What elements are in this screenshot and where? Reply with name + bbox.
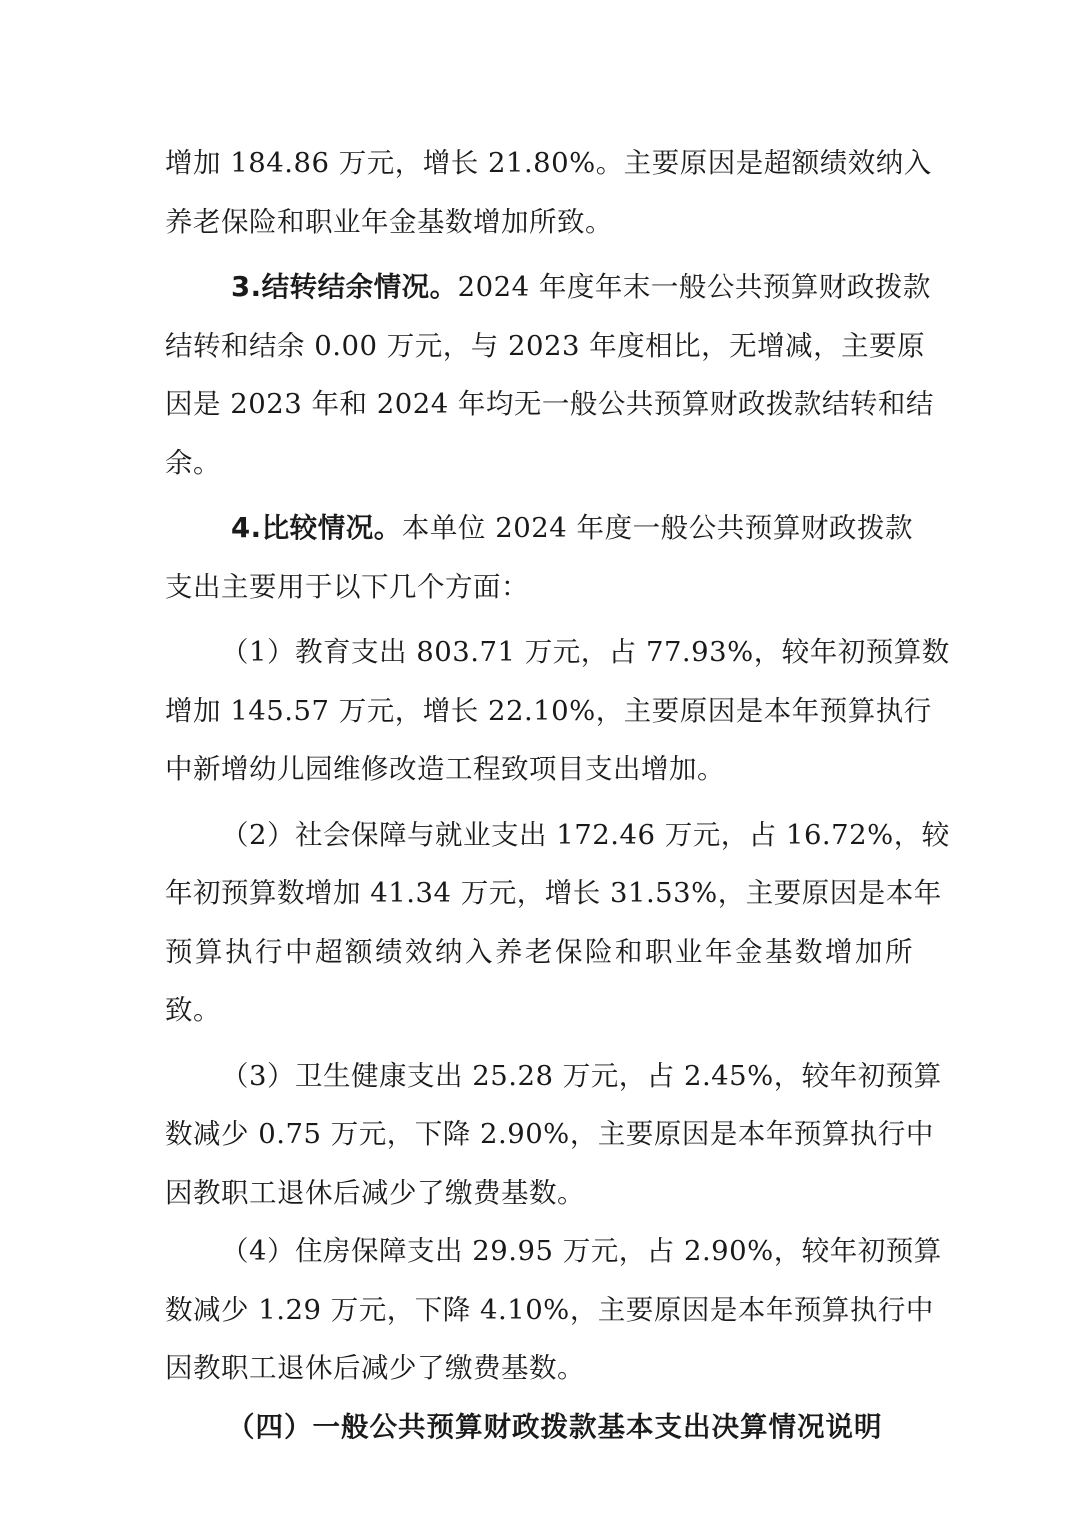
- text-line: 余。: [165, 446, 221, 479]
- text-line: 致。: [165, 994, 221, 1026]
- text-line: 数减少 1.29 万元，下降 4.10%，主要原因是本年预算执行中: [165, 1293, 934, 1326]
- text-span: 本单位 2024 年度一般公共预算财政拨款: [401, 512, 913, 544]
- text-line: （4）住房保障支出 29.95 万元，占 2.90%，较年初预算: [221, 1235, 942, 1267]
- text-line: （2）社会保障与就业支出 172.46 万元，占 16.72%，较: [221, 818, 950, 851]
- text-line: 数减少 0.75 万元，下降 2.90%，主要原因是本年预算执行中: [165, 1118, 934, 1150]
- text-span: 2024 年度年末一般公共预算财政拨款: [457, 271, 931, 303]
- text-line: 因教职工退休后减少了缴费基数。: [165, 1352, 585, 1384]
- text-line: 支出主要用于以下几个方面：: [165, 570, 529, 603]
- text-line: 结转和结余 0.00 万元，与 2023 年度相比，无增减，主要原: [165, 329, 926, 362]
- paragraph-comparison: [165, 499, 913, 616]
- section-title-carryover: 3.结转结余情况。: [231, 271, 458, 303]
- text-line: 中新增幼儿园维修改造工程致项目支出增加。: [165, 753, 725, 785]
- text-line: 年初预算数增加 41.34 万元，增长 31.53%，主要原因是本年: [165, 877, 942, 909]
- section-title-comparison: 4.比较情况。: [231, 512, 402, 544]
- text-line: （1）教育支出 803.71 万元，占 77.93%，较年初预算数: [221, 636, 950, 668]
- paragraph-1: [165, 134, 932, 251]
- text-line: （3）卫生健康支出 25.28 万元，占 2.45%，较年初预算: [221, 1059, 942, 1092]
- text-line: 因教职工退休后减少了缴费基数。: [165, 1176, 585, 1209]
- text-line: [165, 258, 931, 317]
- text-line: 养老保险和职业年金基数增加所致。: [165, 205, 613, 238]
- text-line: 增加 184.86 万元，增长 21.80%。主要原因是超额绩效纳入: [165, 147, 932, 179]
- paragraph-education: [165, 623, 950, 799]
- paragraph-social-security: [165, 806, 950, 1040]
- text-line: [165, 499, 913, 558]
- paragraph-carryover: [165, 258, 934, 492]
- text-line: 增加 145.57 万元，增长 22.10%，主要原因是本年预算执行: [165, 694, 932, 727]
- paragraph-housing: [165, 1222, 942, 1398]
- text-line: 预算执行中超额绩效纳入养老保险和职业年金基数增加所: [165, 935, 913, 968]
- section-heading: （四）一般公共预算财政拨款基本支出决算情况说明: [227, 1410, 883, 1443]
- text-line: 因是 2023 年和 2024 年均无一般公共预算财政拨款结转和结: [165, 388, 934, 420]
- document-page: [165, 134, 950, 1456]
- paragraph-health: [165, 1047, 942, 1223]
